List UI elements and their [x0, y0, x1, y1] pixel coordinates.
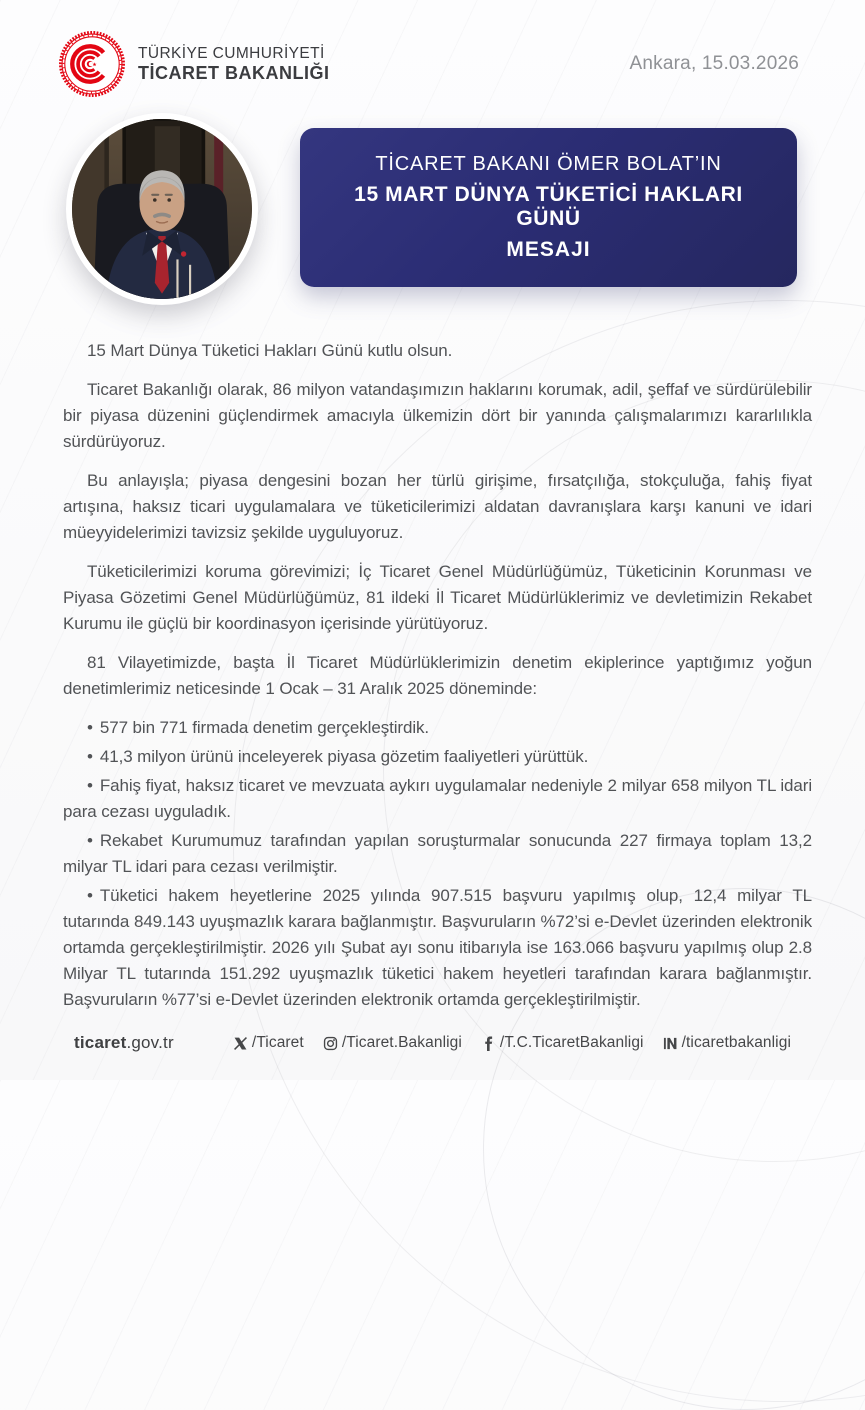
- social-handle: /T.C.TicaretBakanligi: [499, 1034, 644, 1051]
- bullet-item: [63, 773, 812, 825]
- ministry-name-line1: TÜRKİYE CUMHURİYETİ: [138, 45, 325, 63]
- minister-portrait-photo: [66, 113, 258, 305]
- title-line1: TİCARET BAKANI ÖMER BOLAT’IN: [375, 153, 722, 175]
- website-bold-part: ticaret: [74, 1033, 127, 1052]
- bullet-text: 577 bin 771 firmada denetim gerçekleştirdik.: [99, 718, 430, 737]
- bullet-text: Tüketici hakem heyetlerine 2025 yılında 907.515 başvuru yapılmış olup, 12,4 milyar TL tutarında 849.143 uyuşmazlık karara bağlanmıştır. Başvuruların %72’si e-Devlet üzerinden elektronik ortamda gerçekleştirilmiştir. 2026 yılı Şubat ayı sonu itibarıyla ise 163.066 başvuru yapılmış olup 2.8 Milyar TL tutarında 151.292 uyuşmazlık tüketici hakem heyetleri tarafından karara bağlanmıştır. Başvuruların %77’si e-Devlet üzerinden elektronik ortamda gerçekleştirilmiştir.: [63, 886, 812, 1009]
- bullet-text: Fahiş fiyat, haksız ticaret ve mevzuata aykırı uygulamalar nedeniyle 2 milyar 658 milyon TL idari para cezası uyguladık.: [63, 776, 812, 821]
- social-link-nsosyal[interactable]: [663, 1034, 791, 1052]
- title-line3: MESAJI: [506, 238, 591, 261]
- social-handle: /Ticaret: [251, 1034, 304, 1051]
- bullet-item: [63, 883, 812, 1013]
- paragraph: Ticaret Bakanlığı olarak, 86 milyon vatandaşımızın haklarını korumak, adil, şeffaf ve sürdürülebilir bir piyasa düzenini güçlendirmek amacıyla ülkemizin dört bir yanında çalışmalarımızı kararlılıkla sürdürüyoruz.: [63, 380, 812, 451]
- bullet-dot-icon: •: [87, 747, 93, 766]
- social-link-instagram[interactable]: [323, 1034, 462, 1052]
- ministry-name-line2: TİCARET BAKANLIĞI: [138, 62, 330, 83]
- paragraph: 15 Mart Dünya Tüketici Hakları Günü kutlu olsun.: [87, 341, 453, 360]
- bullet-dot-icon: •: [87, 718, 93, 737]
- message-body: [63, 338, 812, 1016]
- bullet-item: [63, 744, 812, 770]
- statistics-bullet-list: [63, 715, 812, 1013]
- website-rest-part: .gov.tr: [126, 1033, 174, 1052]
- title-line2: 15 MART DÜNYA TÜKETİCİ HAKLARI GÜNÜ: [354, 183, 743, 230]
- dateline: Ankara, 15.03.2026: [629, 53, 799, 74]
- bullet-text: Rekabet Kurumumuz tarafından yapılan soruşturmalar sonucunda 227 firmaya toplam 13,2 milyar TL idari para cezası verilmiştir.: [63, 831, 812, 876]
- instagram-icon: [323, 1036, 338, 1051]
- social-handle: /Ticaret.Bakanligi: [341, 1034, 462, 1051]
- bullet-dot-icon: •: [87, 886, 93, 905]
- social-link-facebook[interactable]: [481, 1034, 644, 1052]
- social-links: [233, 1034, 791, 1052]
- ministry-logo-icon: [58, 30, 126, 98]
- footer: [0, 1033, 865, 1053]
- social-handle: /ticaretbakanligi: [681, 1034, 791, 1051]
- nsosyal-icon: [663, 1036, 678, 1051]
- bullet-dot-icon: •: [87, 776, 93, 795]
- ministry-name: [138, 45, 330, 83]
- header: [58, 30, 799, 98]
- bullet-item: [63, 715, 812, 741]
- paragraph: Tüketicilerimizi koruma görevimizi; İç Ticaret Genel Müdürlüğümüz, Tüketicinin Korunması ve Piyasa Gözetimi Genel Müdürlüğümüz, 81 ildeki İl Ticaret Müdürlüklerimiz ve devletimizin Rekabet Kurumu ile güçlü bir koordinasyon içerisinde yürütüyoruz.: [63, 562, 812, 633]
- facebook-icon: [481, 1036, 496, 1051]
- website-link[interactable]: [74, 1033, 174, 1053]
- paragraph: 81 Vilayetimizde, başta İl Ticaret Müdürlüklerimizin denetim ekiplerince yaptığımız yoğun denetimlerimiz neticesinde 1 Ocak – 31 Aralık 2025 döneminde:: [63, 653, 812, 698]
- bullet-dot-icon: •: [87, 831, 93, 850]
- bullet-text: 41,3 milyon ürünü inceleyerek piyasa gözetim faaliyetleri yürüttük.: [99, 747, 589, 766]
- bullet-item: [63, 828, 812, 880]
- x-icon: [233, 1036, 248, 1051]
- social-link-x[interactable]: [233, 1034, 304, 1052]
- title-card: [300, 128, 797, 287]
- paragraph: Bu anlayışla; piyasa dengesini bozan her türlü girişime, fırsatçılığa, stokçuluğa, fahiş fiyat artışına, haksız ticari uygulamalara ve tüketicilerimizi aldatan davranışlara karşı kanuni ve idari müeyyidelerimizi tavizsiz şekilde uyguluyoruz.: [63, 471, 812, 542]
